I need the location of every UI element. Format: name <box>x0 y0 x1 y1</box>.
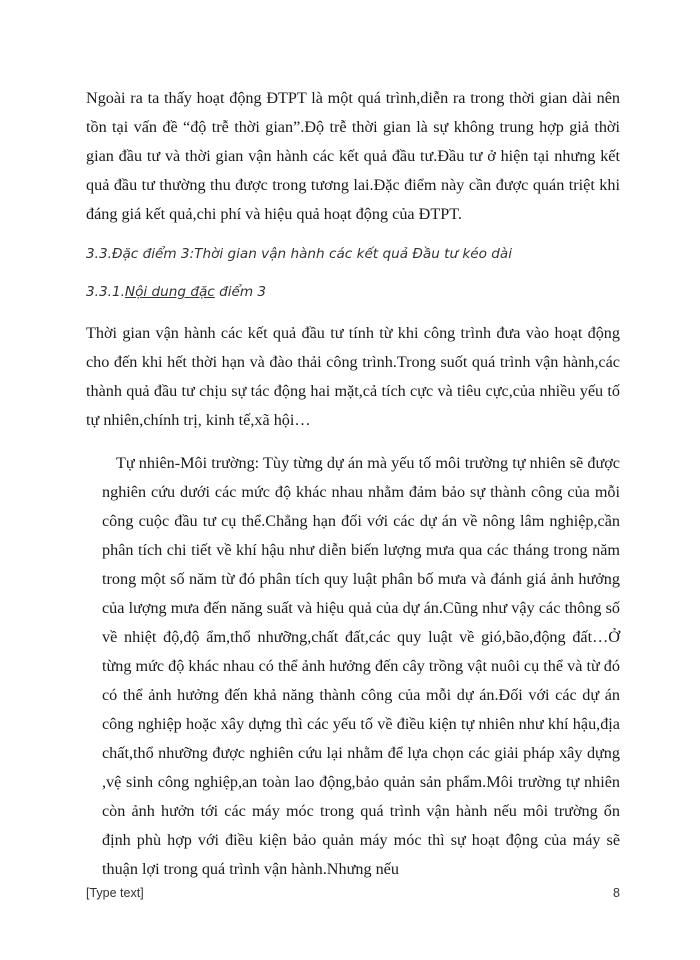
heading-underlined-text: Nội dung đặc <box>124 284 215 300</box>
section-heading-3-3: 3.3.Đặc điểm 3:Thời gian vận hành các kết quả Đầu tư kéo dài <box>86 246 513 262</box>
indented-block <box>86 449 620 884</box>
paragraph-operation-time: Thời gian vận hành các kết quả đầu tư tính từ khi công trình đưa vào hoạt động cho đến khi hết thời hạn và đào thải công trình.Trong suốt quá trình vận hành,các thành quả đầu tư chịu sự tác động hai mặt,cả tích cực và tiêu cực,của nhiều yếu tố tự nhiên,chính trị, kinh tế,xã hội… <box>86 324 620 429</box>
page-content <box>86 84 620 898</box>
section-heading-3-3-1 <box>86 281 620 303</box>
paragraph-natural-environment: Tự nhiên-Môi trường: Tùy từng dự án mà yếu tố môi trường tự nhiên sẽ được nghiên cứu dưới các mức độ khác nhau nhằm đảm bảo sự thành công của mỗi công cuộc đầu tư cụ thể.Chẳng hạn đối với các dự án về nông lâm nghiệp,cần phân tích chi tiết về khí hậu như diễn biến lượng mưa qua các tháng trong năm trong một số năm từ đó phân tích quy luật phân bố mưa và đánh giá ảnh hưởng của lượng mưa đến năng suất và hiệu quả của dự án.Cũng như vậy các thông số về nhiệt độ,độ ẩm,thổ nhưỡng,chất đất,các quy luật về gió,bão,động đất…Ở từng mức độ khác nhau có thể ảnh hưởng đến cây trồng vật nuôi cụ thể và từ đó có thể ảnh hưởng đến khả năng thành công của mỗi dự án.Đối với các dự án công nghiệp hoặc xây dựng thì các yếu tố về điều kiện tự nhiên như khí hậu,địa chất,thổ nhưỡng được nghiên cứu lại nhằm để lựa chọn các giải pháp xây dựng ,vệ sinh công nghiệp,an toàn lao động,bảo quản sản phẩm.Môi trường tự nhiên còn ảnh hưởn tới các máy móc trong quá trình vận hành nếu môi trường ổn định phù hợp với điều kiện bảo quản máy móc thì sự hoạt động của máy sẽ thuận lợi trong quá trình vận hành.Nhưng nếu <box>102 454 620 878</box>
heading-number: 3.3.1. <box>86 284 125 300</box>
page-number: 8 <box>613 886 620 900</box>
heading-trailing-text: điểm 3 <box>214 284 267 300</box>
footer-placeholder-text: [Type text] <box>86 886 144 900</box>
paragraph-time-lag: Ngoài ra ta thấy hoạt động ĐTPT là một quá trình,diễn ra trong thời gian dài nên tồn tại vấn đề “độ trễ thời gian”.Độ trễ thời gian là sự không trung hợp giả thời gian đầu tư và thời gian vận hành các kết quả đầu tư.Đầu tư ở hiện tại nhưng kết quả đầu tư thường thu được trong tương lai.Đặc điểm này cần được quán triệt khi đáng giá kết quả,chi phí và hiệu quả hoạt động của ĐTPT. <box>86 89 620 223</box>
